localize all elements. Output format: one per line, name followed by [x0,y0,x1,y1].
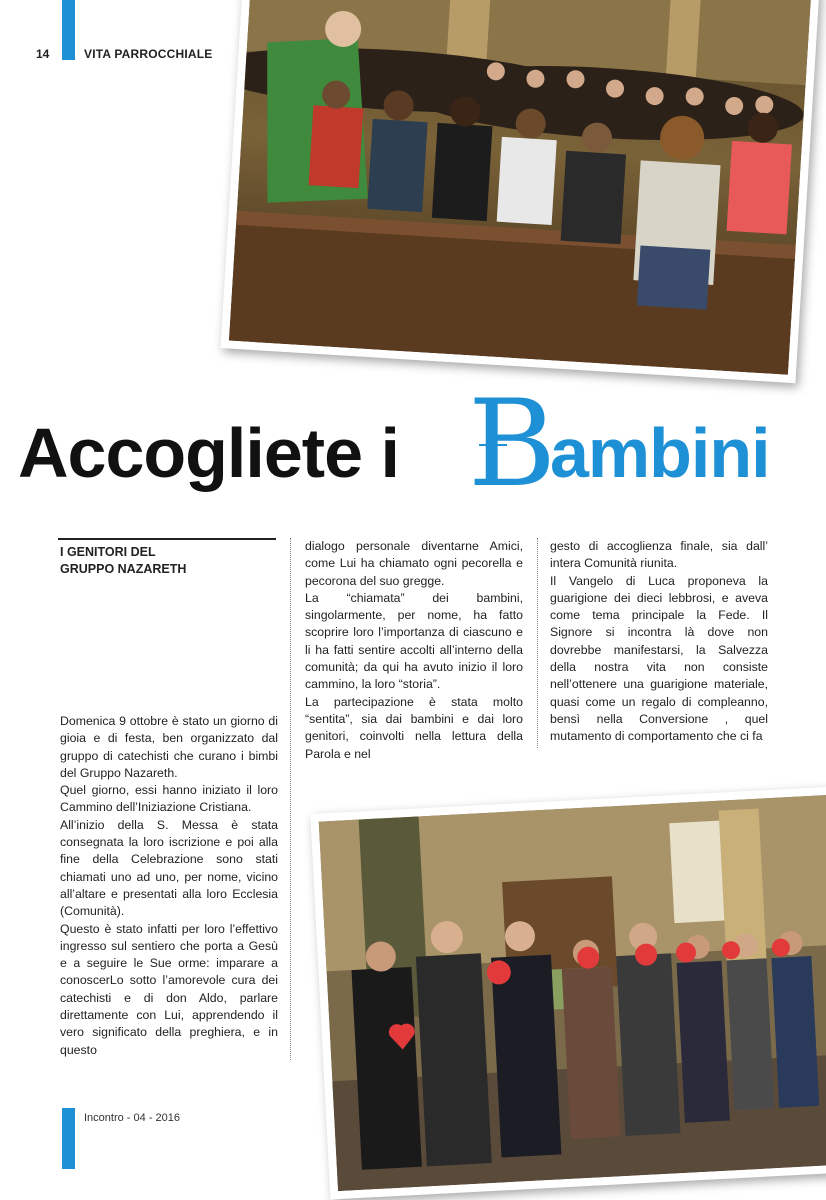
column-middle [305,538,523,763]
footer-issue: Incontro - 04 - 2016 [84,1112,181,1124]
bottom-accent-bar [62,1108,75,1169]
photo-children-in-pews [220,0,819,383]
subheading [60,544,275,578]
page-number: 14 [36,47,50,61]
column-left [60,713,278,1059]
article-title [18,375,818,515]
title-rest: ambini [550,414,770,492]
subheading-line-2: GRUPPO NAZARETH [60,562,187,576]
title-decorative-initial: B [468,375,557,514]
paragraph: gesto di accoglienza finale, sia dall’ intera Comunità riunita. [550,539,768,571]
paragraph: La “chiamata” dei bambini, singolarmente, per nome, ha fatto scoprire loro l’importanza di ciascuno e li ha fatti sentire accolti all’interno della comunità; da qui ha avuto inizio il loro cammino, la loro “storia”. [305,590,523,692]
subheading-line-1: I GENITORI DEL [60,545,156,559]
paragraph: Quel giorno, essi hanno iniziato il loro Cammino dell’Iniziazione Cristiana. [60,783,278,815]
paragraph: Domenica 9 ottobre è stato un giorno di gioia e di festa, ben organizzato dal gruppo di catechisti che curano i bimbi del Gruppo Nazareth. [60,714,278,780]
paragraph: All’inizio della S. Messa è stata consegnata la loro iscrizione e poi alla fine della Celebrazione sono stati chiamati uno ad uno, per nome, vicino all’altare e presentati alla loro Ecclesia (Comunità). [60,817,278,919]
column-divider-1 [290,538,291,1060]
paragraph: dialogo personale diventarne Amici, come Lui ha chiamato ogni pecorella e pecorona del suo gregge. [305,539,523,588]
paragraph: La partecipazione è stata molto “sentita”, sia dai bambini e dai loro genitori, coinvolti nella lettura della Parola e nel [305,694,523,761]
section-label: VITA PARROCCHIALE [84,47,213,61]
title-plain: Accogliete i [18,414,399,492]
column-divider-2 [537,538,538,748]
paragraph: Questo è stato infatti per loro l’effettivo ingresso sul sentiero che porta a Gesù e a seguire le Sue orme: imparare a conoscerLo sotto l’amorevole cura dei catechisti e di don Aldo, parlare direttamente con Lui, apprendendo il vero significato della preghiera, e in questo [60,921,278,1057]
photo-group-at-altar [310,787,826,1200]
top-accent-bar [62,0,75,60]
subheading-rule [58,538,276,540]
paragraph: Il Vangelo di Luca proponeva la guarigione dei dieci lebbrosi, e aveva come tema principale la Fede. Il Signore si incontra là dove non dovrebbe manifestarsi, la Salvezza della nostra vita non consiste nell’ottenere una guarigione materiale, quasi come un regalo di compleanno, bensì nella Conversione , quel mutamento di comportamento che ci fa [550,573,768,744]
column-right [550,538,768,746]
